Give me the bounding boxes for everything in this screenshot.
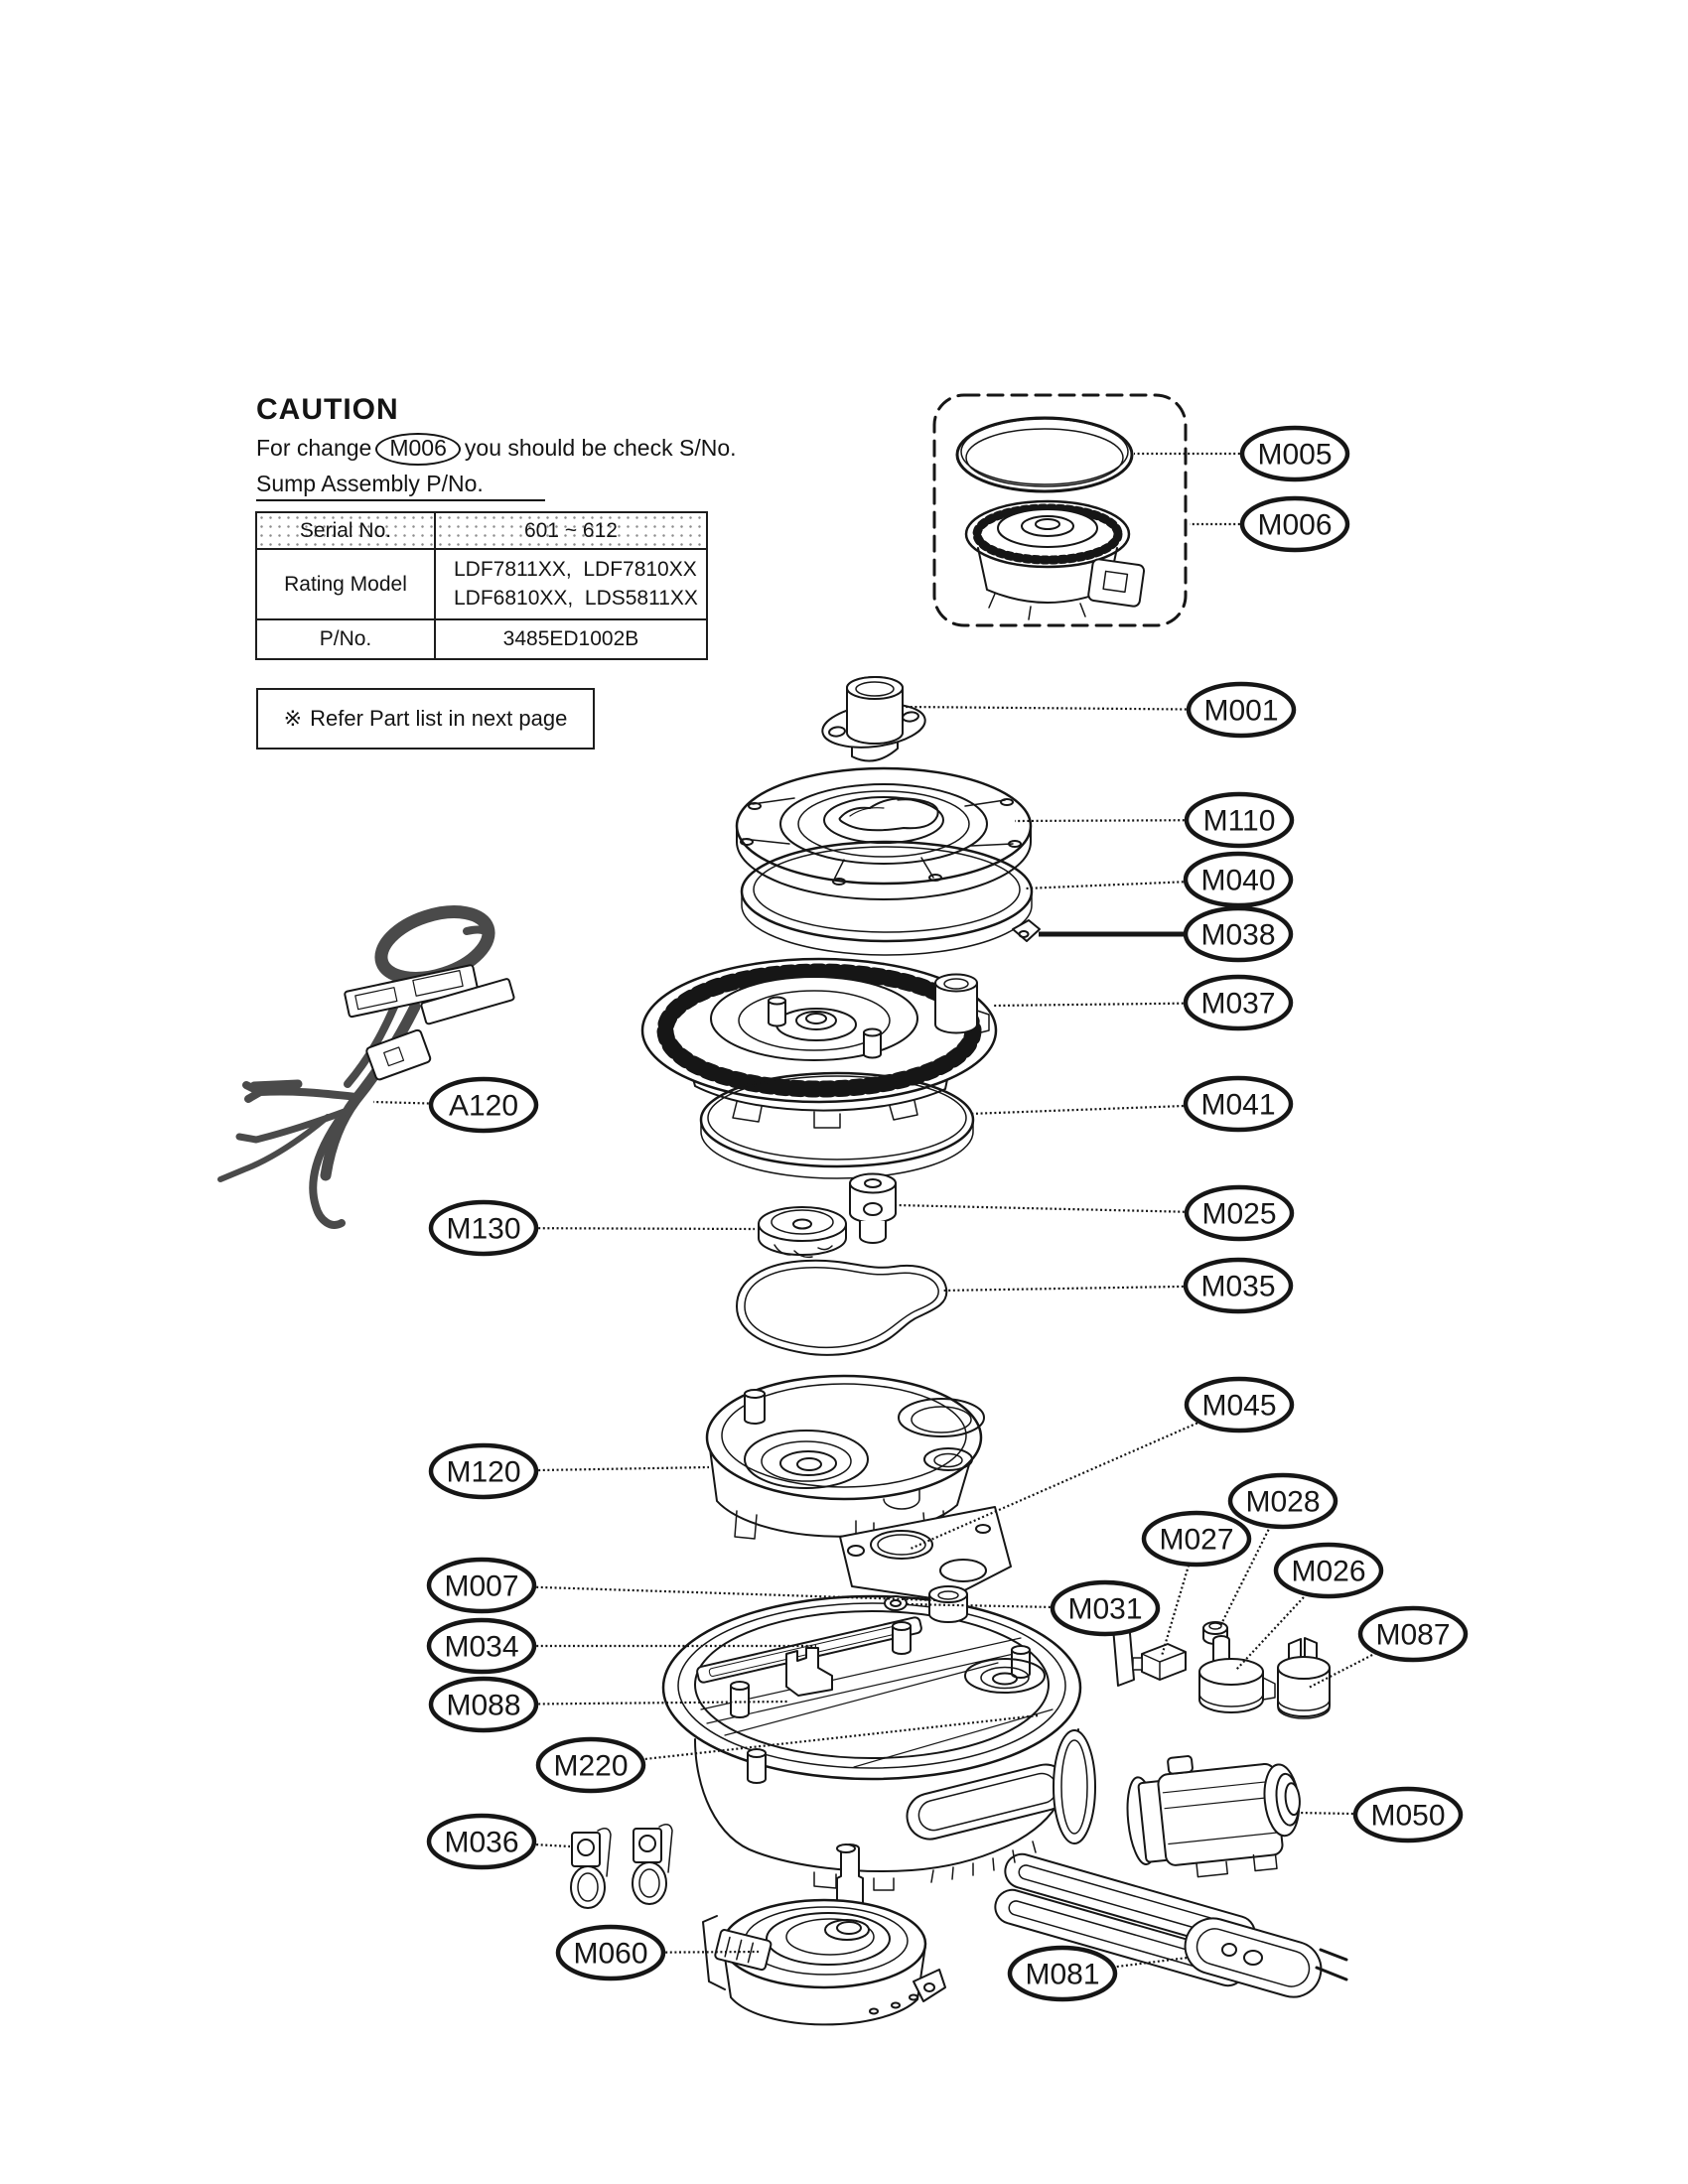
spec-serial-label: Serial No. [256,512,435,549]
callout-M005 [1134,428,1347,479]
spec-model-value [435,549,707,619]
callout-M027 [1144,1513,1249,1656]
part-m038-clip [1013,920,1040,941]
callout-label-M007: M007 [444,1570,519,1603]
spec-serial-value: 601 ~ 612 [435,512,707,549]
spec-pno-label: P/No. [256,619,435,659]
part-m110-disc [737,768,1031,899]
callout-label-M050: M050 [1370,1799,1446,1833]
spec-row-pno [256,619,707,659]
callout-M036 [429,1816,570,1867]
callout-M006 [1190,498,1347,550]
callout-label-M005: M005 [1257,438,1333,472]
callout-label-M001: M001 [1203,694,1279,728]
callout-M087 [1309,1608,1466,1688]
caution-line1-suffix: you should be check S/No. [464,435,737,461]
callout-label-M081: M081 [1025,1958,1100,1991]
callout-label-M087: M087 [1375,1618,1451,1652]
callout-label-M041: M041 [1200,1088,1276,1122]
spec-row-serial [256,512,707,549]
part-m037-filter-disc [642,959,996,1128]
callout-label-M031: M031 [1067,1592,1143,1626]
note-text: Refer Part list in next page [310,706,568,731]
part-m006-sump-assembly [966,501,1145,619]
callout-label-M036: M036 [444,1826,519,1859]
callout-label-M025: M025 [1201,1197,1277,1231]
callout-M025 [897,1187,1292,1239]
callout-label-M027: M027 [1159,1523,1234,1557]
part-m005-oring [957,418,1132,491]
part-a120-harness [220,899,514,1225]
callout-label-M120: M120 [446,1455,521,1489]
spec-table [255,511,708,660]
callout-M037 [993,977,1291,1028]
caution-block [256,393,812,501]
part-m087-cap [1278,1638,1330,1718]
part-m001-bushing [820,677,927,761]
spec-model-line2: LDF6810XX, LDS5811XX [454,586,698,610]
callout-M040 [1025,854,1291,905]
part-tub-body [663,1586,1139,1890]
callout-M130 [431,1202,755,1254]
callout-label-M110: M110 [1202,804,1276,838]
caution-line1 [256,433,812,466]
callout-label-M088: M088 [446,1689,521,1722]
callout-M035 [941,1260,1291,1311]
part-m130-impeller [759,1207,846,1257]
callout-label-A120: A120 [448,1089,519,1123]
note-symbol: ※ [283,706,303,731]
callout-label-M035: M035 [1200,1270,1276,1303]
callout-label-M028: M028 [1245,1485,1321,1519]
spec-row-model [256,549,707,619]
spec-pno-value: 3485ED1002B [435,619,707,659]
part-m026-holder [1199,1636,1275,1712]
callout-M120 [431,1445,709,1497]
caution-line2: Sump Assembly P/No. [256,471,545,501]
part-m060-motor [703,1844,945,2024]
callout-label-M006: M006 [1257,508,1333,542]
callout-label-M220: M220 [553,1749,629,1783]
callout-M041 [969,1078,1291,1130]
callout-A120 [373,1079,536,1131]
note-box [256,688,595,750]
callout-label-M040: M040 [1200,864,1276,897]
part-m036-clamps [571,1825,672,1908]
part-m120-sump-housing [707,1376,1011,1600]
callout-M081 [1010,1948,1188,1999]
callout-label-M038: M038 [1200,918,1276,952]
part-m027-block [1133,1644,1186,1680]
callout-label-M045: M045 [1201,1389,1277,1423]
caution-circled-ref: M006 [375,433,461,466]
spec-model-line1: LDF7811XX, LDF7810XX [454,558,697,582]
spec-model-label: Rating Model [256,549,435,619]
caution-title: CAUTION [256,393,399,426]
caution-line1-prefix: For change [256,435,372,461]
callout-M110 [1015,794,1292,846]
part-m050-drain-pump [1122,1745,1307,1884]
part-m025-support [850,1174,896,1244]
callout-M038 [1039,908,1291,960]
callout-label-M060: M060 [573,1937,648,1971]
callout-label-M026: M026 [1291,1555,1366,1588]
callout-M001 [906,684,1294,736]
callout-M050 [1297,1789,1461,1841]
callout-label-M037: M037 [1200,987,1276,1021]
callout-label-M034: M034 [444,1630,519,1664]
callout-label-M130: M130 [446,1212,521,1246]
part-m035-gasket [737,1261,946,1355]
